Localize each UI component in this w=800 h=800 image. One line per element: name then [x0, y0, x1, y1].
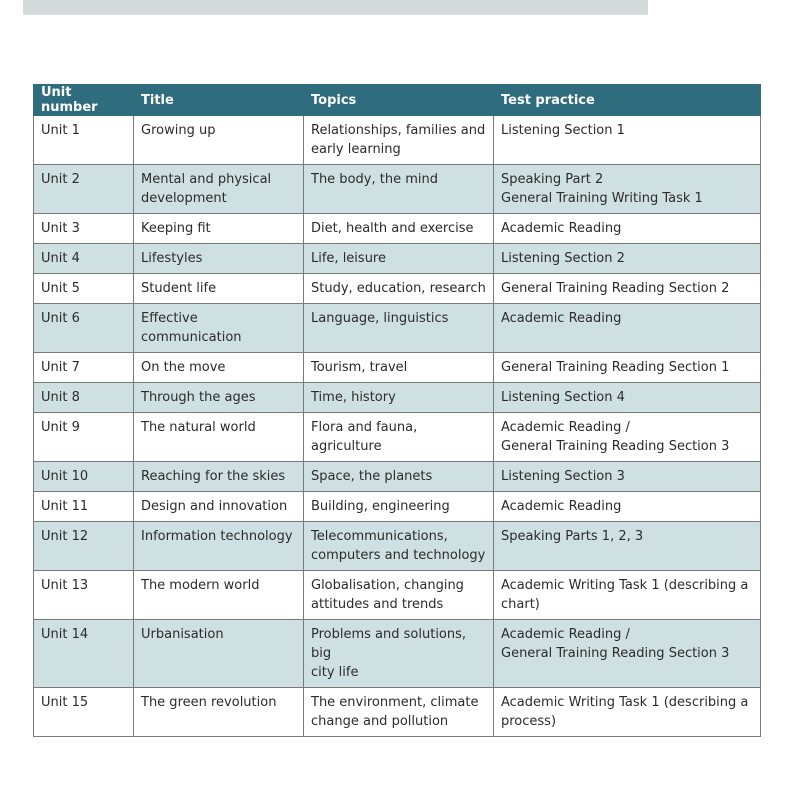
cell-topics: Relationships, families and early learning	[304, 116, 494, 165]
cell-topics: Life, leisure	[304, 244, 494, 274]
cell-title: Effective communication	[134, 304, 304, 353]
cell-title: Design and innovation	[134, 492, 304, 522]
cell-test-practice: Listening Section 3	[494, 462, 761, 492]
cell-unit-number: Unit 2	[34, 165, 134, 214]
cell-title: Mental and physical development	[134, 165, 304, 214]
cell-test-practice: Speaking Parts 1, 2, 3	[494, 522, 761, 571]
cell-unit-number: Unit 9	[34, 413, 134, 462]
cell-title: Lifestyles	[134, 244, 304, 274]
cell-test-practice: Academic Reading	[494, 214, 761, 244]
cell-title: Reaching for the skies	[134, 462, 304, 492]
cell-topics: Globalisation, changing attitudes and trends	[304, 571, 494, 620]
cell-test-practice: Academic Reading / General Training Reading Section 3	[494, 620, 761, 688]
table-row	[34, 165, 761, 214]
cell-topics: The body, the mind	[304, 165, 494, 214]
cell-topics: Flora and fauna, agriculture	[304, 413, 494, 462]
cell-topics: Study, education, research	[304, 274, 494, 304]
table-row	[34, 492, 761, 522]
cell-test-practice: Listening Section 1	[494, 116, 761, 165]
cell-topics: Tourism, travel	[304, 353, 494, 383]
cell-unit-number: Unit 14	[34, 620, 134, 688]
cell-topics: Language, linguistics	[304, 304, 494, 353]
cell-test-practice: Listening Section 2	[494, 244, 761, 274]
cell-title: Growing up	[134, 116, 304, 165]
cell-unit-number: Unit 1	[34, 116, 134, 165]
table-row	[34, 274, 761, 304]
table-row	[34, 522, 761, 571]
cell-test-practice: Listening Section 4	[494, 383, 761, 413]
table-header-row	[34, 85, 761, 116]
cell-unit-number: Unit 7	[34, 353, 134, 383]
table-row	[34, 688, 761, 737]
table-row	[34, 462, 761, 492]
table-row	[34, 244, 761, 274]
units-table	[33, 84, 761, 737]
table-row	[34, 413, 761, 462]
cell-unit-number: Unit 5	[34, 274, 134, 304]
cell-unit-number: Unit 3	[34, 214, 134, 244]
cell-topics: Time, history	[304, 383, 494, 413]
cell-test-practice: Academic Reading	[494, 492, 761, 522]
table-row	[34, 383, 761, 413]
header-unit-number: Unit number	[34, 85, 134, 116]
cell-unit-number: Unit 13	[34, 571, 134, 620]
cell-topics: Space, the planets	[304, 462, 494, 492]
cell-title: On the move	[134, 353, 304, 383]
cell-test-practice: Academic Writing Task 1 (describing a process)	[494, 688, 761, 737]
header-topics: Topics	[304, 85, 494, 116]
cell-test-practice: Academic Reading / General Training Reading Section 3	[494, 413, 761, 462]
table-row	[34, 214, 761, 244]
cell-topics: Diet, health and exercise	[304, 214, 494, 244]
cell-unit-number: Unit 11	[34, 492, 134, 522]
cell-unit-number: Unit 12	[34, 522, 134, 571]
cell-topics: Problems and solutions, big city life	[304, 620, 494, 688]
cell-unit-number: Unit 15	[34, 688, 134, 737]
cell-topics: Building, engineering	[304, 492, 494, 522]
cell-test-practice: Academic Reading	[494, 304, 761, 353]
table-row	[34, 620, 761, 688]
cell-test-practice: General Training Reading Section 2	[494, 274, 761, 304]
cell-unit-number: Unit 4	[34, 244, 134, 274]
cell-title: The natural world	[134, 413, 304, 462]
cell-unit-number: Unit 10	[34, 462, 134, 492]
table-row	[34, 116, 761, 165]
header-title: Title	[134, 85, 304, 116]
cell-unit-number: Unit 6	[34, 304, 134, 353]
table-row	[34, 304, 761, 353]
cell-unit-number: Unit 8	[34, 383, 134, 413]
header-test-practice: Test practice	[494, 85, 761, 116]
cell-title: The green revolution	[134, 688, 304, 737]
top-banner	[23, 0, 648, 15]
table-row	[34, 571, 761, 620]
cell-test-practice: General Training Reading Section 1	[494, 353, 761, 383]
cell-test-practice: Speaking Part 2 General Training Writing Task 1	[494, 165, 761, 214]
cell-title: Urbanisation	[134, 620, 304, 688]
table-row	[34, 353, 761, 383]
cell-title: Student life	[134, 274, 304, 304]
cell-topics: Telecommunications, computers and technology	[304, 522, 494, 571]
cell-title: Keeping fit	[134, 214, 304, 244]
cell-title: Information technology	[134, 522, 304, 571]
cell-title: Through the ages	[134, 383, 304, 413]
cell-title: The modern world	[134, 571, 304, 620]
cell-test-practice: Academic Writing Task 1 (describing a chart)	[494, 571, 761, 620]
cell-topics: The environment, climate change and pollution	[304, 688, 494, 737]
